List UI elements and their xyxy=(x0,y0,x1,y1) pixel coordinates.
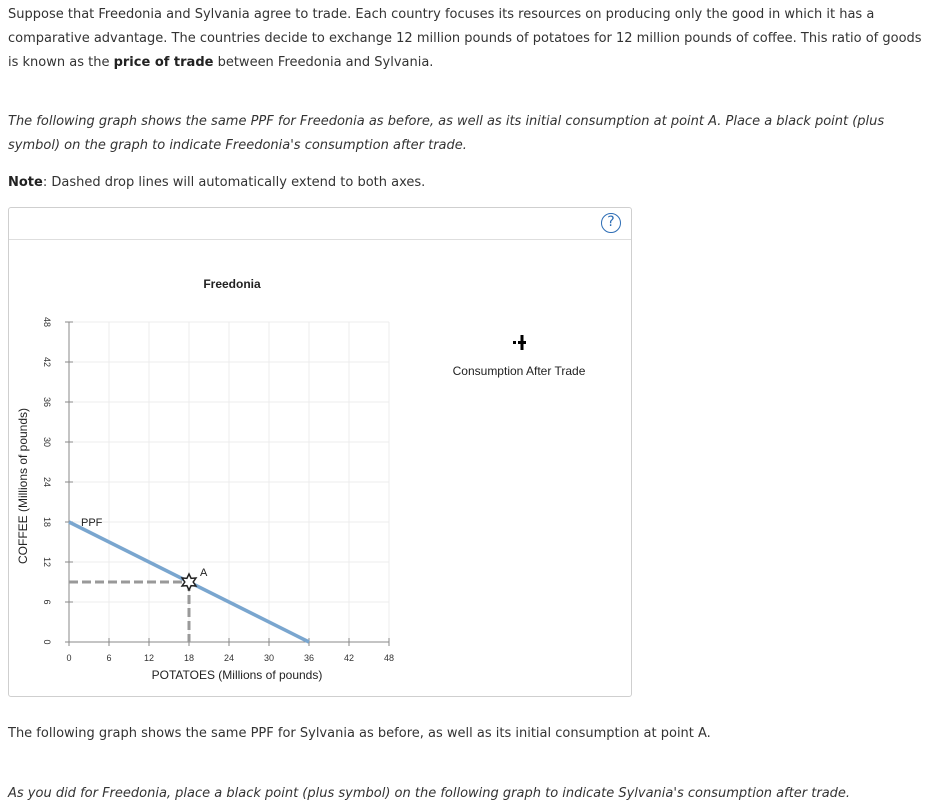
palette-label: Consumption After Trade xyxy=(452,364,586,378)
point-label-A: A xyxy=(200,567,208,579)
sylvania-paragraph: The following graph shows the same PPF for Sylvania as before, as well as its initial consumption at point A. xyxy=(8,726,711,741)
y-tick-label-0: 0 xyxy=(42,639,52,645)
x-tick-label-0: 0 xyxy=(66,653,72,663)
tool-palette xyxy=(449,332,589,378)
x-tick-label-48: 48 xyxy=(383,653,395,663)
note-paragraph xyxy=(8,171,928,195)
help-button[interactable]: ? xyxy=(601,213,621,233)
freedonia-chart[interactable] xyxy=(9,208,631,696)
sylvania-instruction: As you did for Freedonia, place a black point (plus symbol) on the following graph to indicate Sylvania's consumption after trade. xyxy=(8,786,851,801)
graph-panel xyxy=(8,207,632,697)
note-label: Note xyxy=(8,175,43,190)
x-tick-label-18: 18 xyxy=(183,653,195,663)
plus-icon xyxy=(504,332,534,354)
series-label-0: PPF xyxy=(81,517,103,529)
point-marker-A[interactable] xyxy=(182,574,196,590)
y-tick-label-48: 48 xyxy=(42,316,52,328)
y-tick-label-30: 30 xyxy=(42,436,52,448)
plus-icon-dot xyxy=(513,341,516,344)
intro-text-2: between Freedonia and Sylvania. xyxy=(213,55,434,70)
instruction-paragraph: The following graph shows the same PPF for Freedonia as before, as well as its initial consumption at point A. Place a black point (plus symbol) on the graph to indicate Freedonia's consumption after trade. xyxy=(8,114,885,153)
intro-text-1: Suppose that Freedonia and Sylvania agree to trade. Each country focuses its resources on producing only the good in which it has a comparative advantage. The countries decide to exchange 12 million pounds of potatoes for 12 million pounds of coffee. This ratio of goods is known as the xyxy=(8,7,922,70)
x-tick-label-24: 24 xyxy=(223,653,235,663)
y-tick-label-12: 12 xyxy=(42,556,52,568)
x-tick-label-42: 42 xyxy=(343,653,355,663)
intro-paragraph xyxy=(8,3,928,75)
consumption-after-trade-tool[interactable] xyxy=(504,332,534,354)
x-tick-label-12: 12 xyxy=(143,653,155,663)
x-tick-label-6: 6 xyxy=(106,653,112,663)
intro-bold-term: price of trade xyxy=(113,55,214,70)
y-tick-label-36: 36 xyxy=(42,396,52,408)
y-tick-label-24: 24 xyxy=(42,476,52,488)
x-axis-label: POTATOES (Millions of pounds) xyxy=(151,668,323,682)
y-tick-label-42: 42 xyxy=(42,356,52,368)
chart-title: Freedonia xyxy=(203,277,261,291)
y-tick-label-18: 18 xyxy=(42,516,52,528)
x-tick-label-36: 36 xyxy=(303,653,315,663)
y-tick-label-6: 6 xyxy=(42,599,52,605)
y-axis-label: COFFEE (Millions of pounds) xyxy=(16,407,30,565)
note-text: : Dashed drop lines will automatically extend to both axes. xyxy=(42,175,426,190)
x-tick-label-30: 30 xyxy=(263,653,275,663)
